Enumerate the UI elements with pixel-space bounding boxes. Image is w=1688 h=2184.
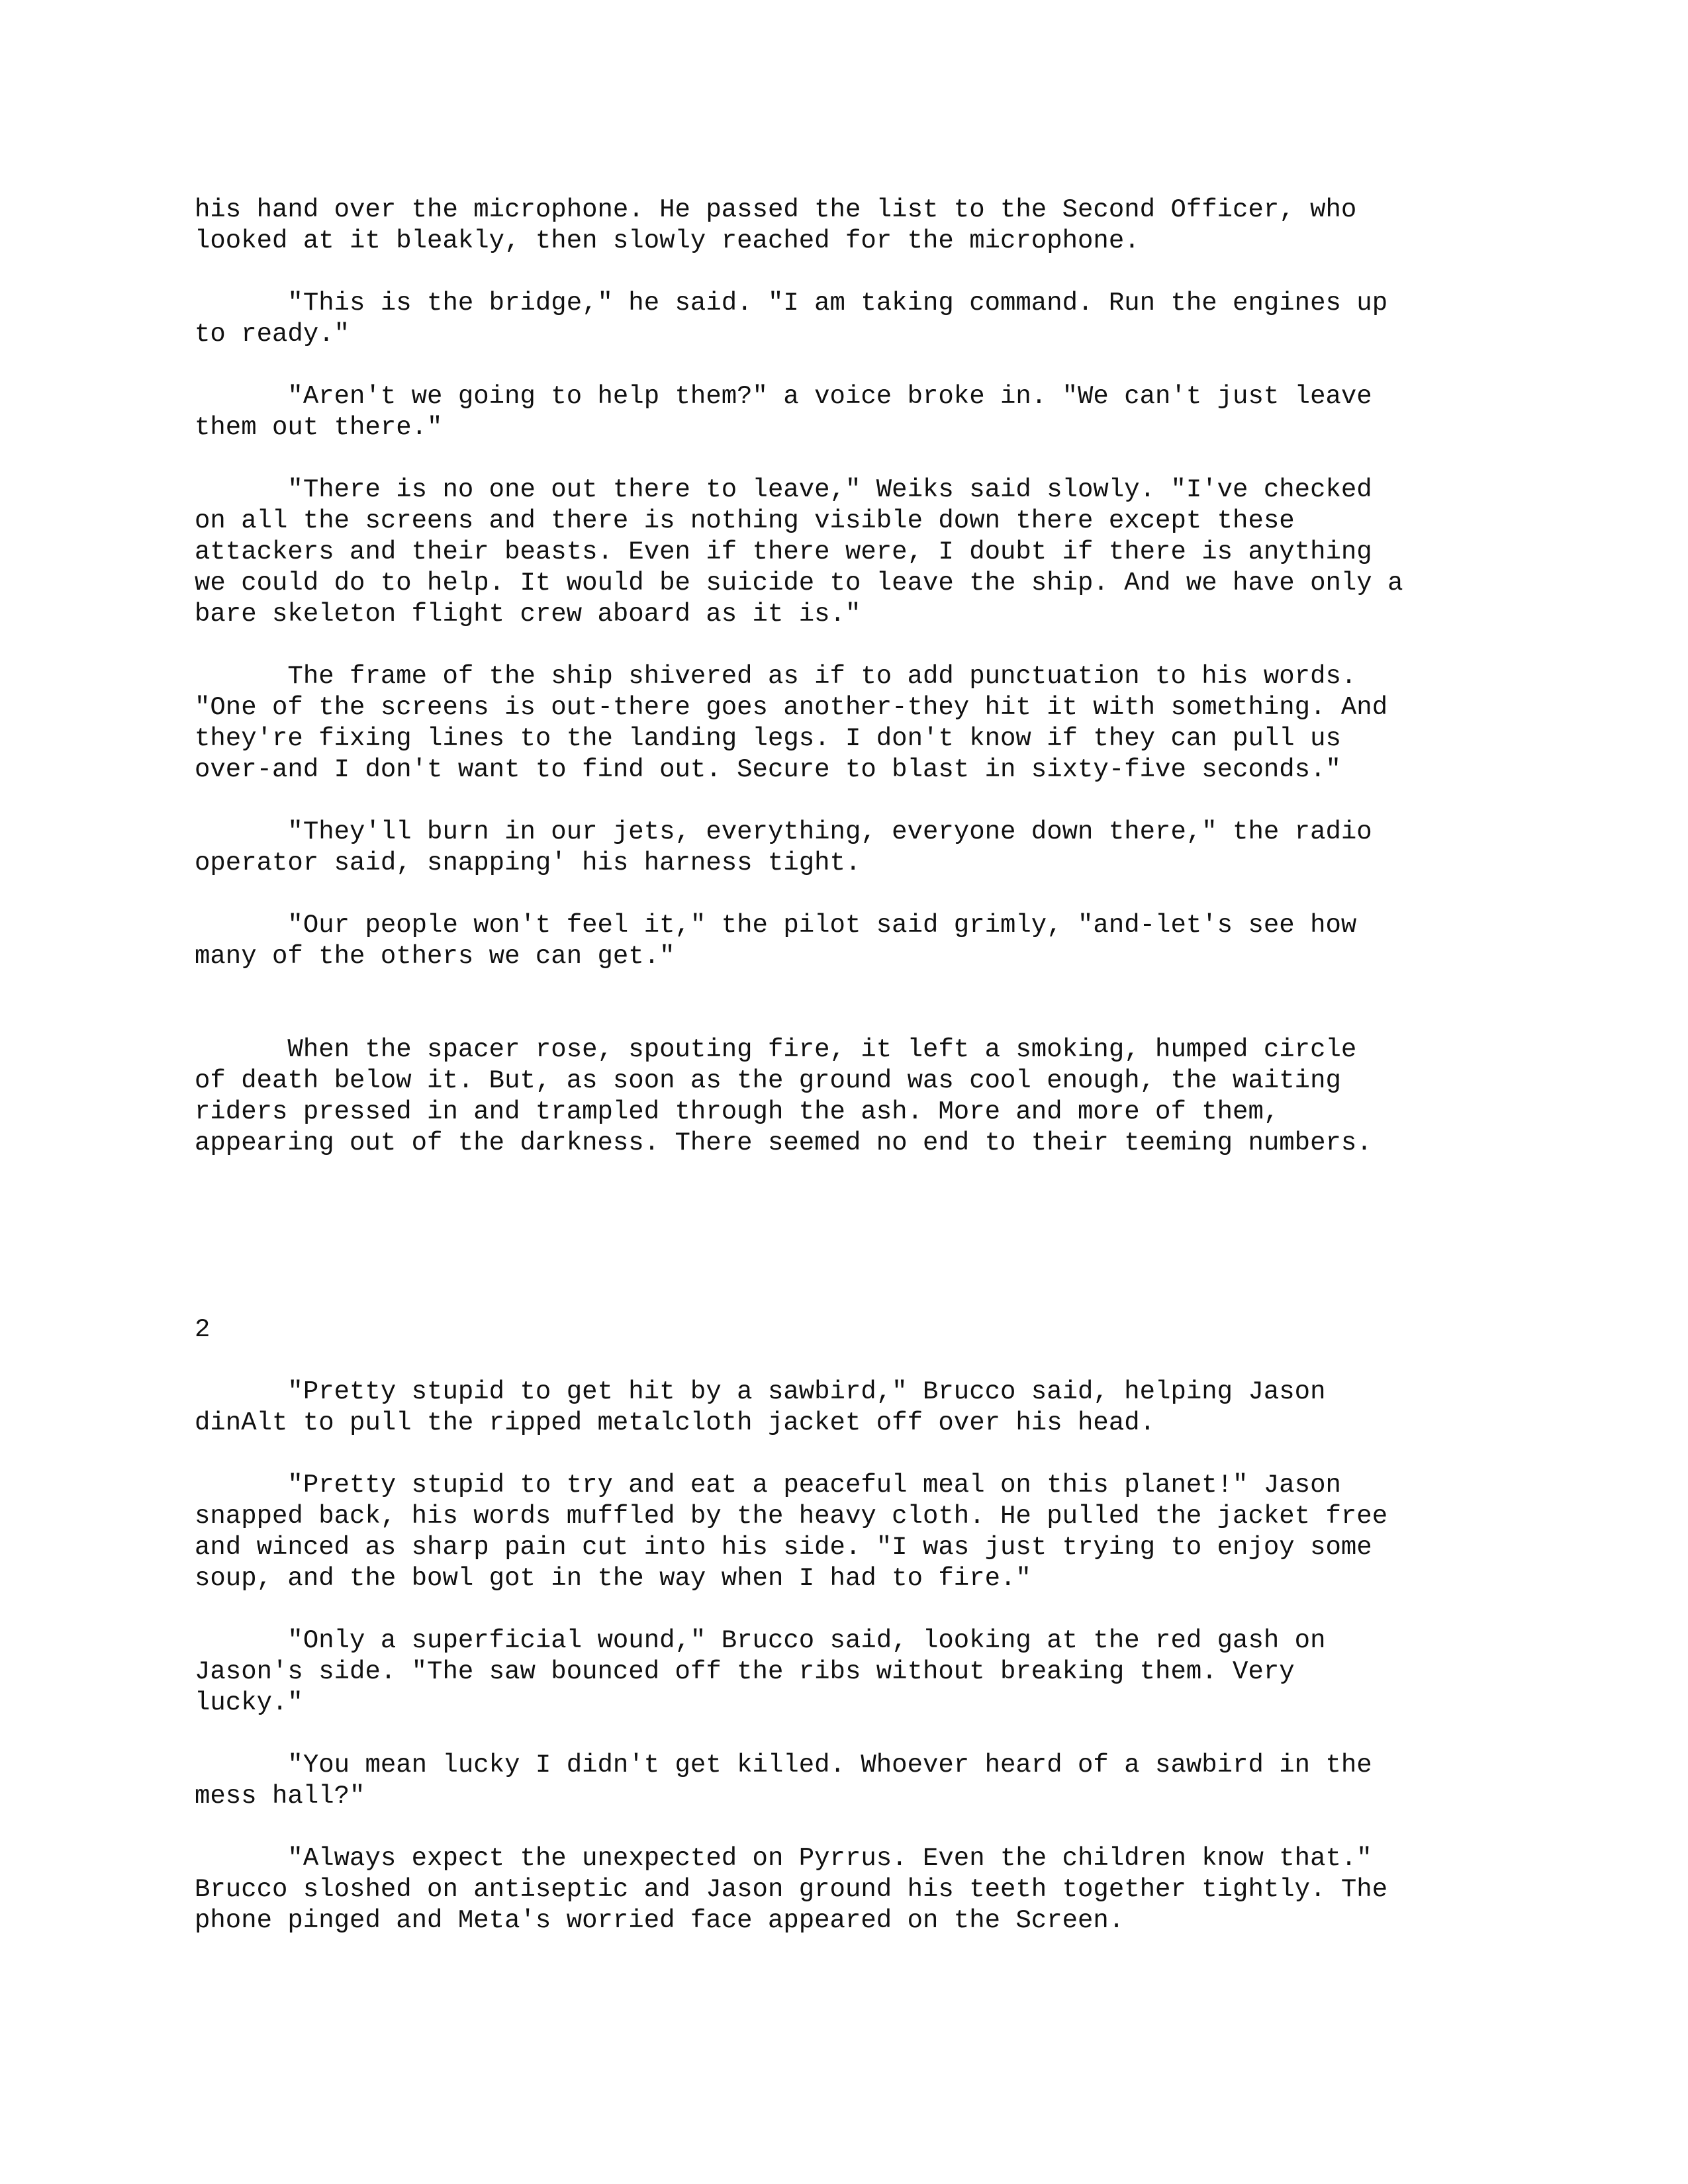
paragraph: "Aren't we going to help them?" a voice broke in. "We can't just leave them out there." bbox=[195, 382, 1372, 442]
paragraph: "Pretty stupid to get hit by a sawbird," Brucco said, helping Jason dinAlt to pull the ripped metalcloth jacket off over his head. bbox=[195, 1377, 1326, 1437]
paragraph: The frame of the ship shivered as if to add punctuation to his words. "One of the screens is out-there goes another-they hit it with something. And they're fixing lines to the landing legs. I don't know if they can pull us over-and I don't want to find out. Secure to blast in sixty-five seconds." bbox=[195, 662, 1388, 784]
paragraph: "Always expect the unexpected on Pyrrus. Even the children know that." Brucco sloshed on antiseptic and Jason ground his teeth together tightly. The phone pinged and Meta's worried face appeared on the Screen. bbox=[195, 1844, 1388, 1935]
chapter-number: 2 bbox=[195, 1315, 211, 1344]
paragraph: "Only a superficial wound," Brucco said, looking at the red gash on Jason's side. "The saw bounced off the ribs without breaking them. Very lucky." bbox=[195, 1626, 1326, 1717]
paragraph: "Pretty stupid to try and eat a peaceful meal on this planet!" Jason snapped back, his words muffled by the heavy cloth. He pulled the jacket free and winced as sharp pain cut into his side. "I was just trying to enjoy some soup, and the bowl got in the way when I had to fire." bbox=[195, 1471, 1388, 1593]
paragraph: "This is the bridge," he said. "I am taking command. Run the engines up to ready." bbox=[195, 289, 1388, 349]
paragraph: his hand over the microphone. He passed the list to the Second Officer, who looked at it bleakly, then slowly reached for the microphone. bbox=[195, 195, 1357, 255]
paragraph: "They'll burn in our jets, everything, everyone down there," the radio operator said, snapping' his harness tight. bbox=[195, 817, 1372, 878]
paragraph: When the spacer rose, spouting fire, it left a smoking, humped circle of death below it. But, as soon as the ground was cool enough, the waiting riders pressed in and trampled through the ash. More and more of them, appearing out of the darkness. There seemed no end to their teeming numbers. bbox=[195, 1035, 1372, 1158]
paragraph: "There is no one out there to leave," Weiks said slowly. "I've checked on all the screens and there is nothing visible down there except these attackers and their beasts. Even if there were, I doubt if there is anything we could do to help. It would be suicide to leave the ship. And we have only a bare skeleton flight crew aboard as it is." bbox=[195, 475, 1403, 629]
paragraph: "You mean lucky I didn't get killed. Whoever heard of a sawbird in the mess hall?" bbox=[195, 1751, 1372, 1811]
paragraph: "Our people won't feel it," the pilot said grimly, "and-let's see how many of the others we can get." bbox=[195, 911, 1357, 971]
